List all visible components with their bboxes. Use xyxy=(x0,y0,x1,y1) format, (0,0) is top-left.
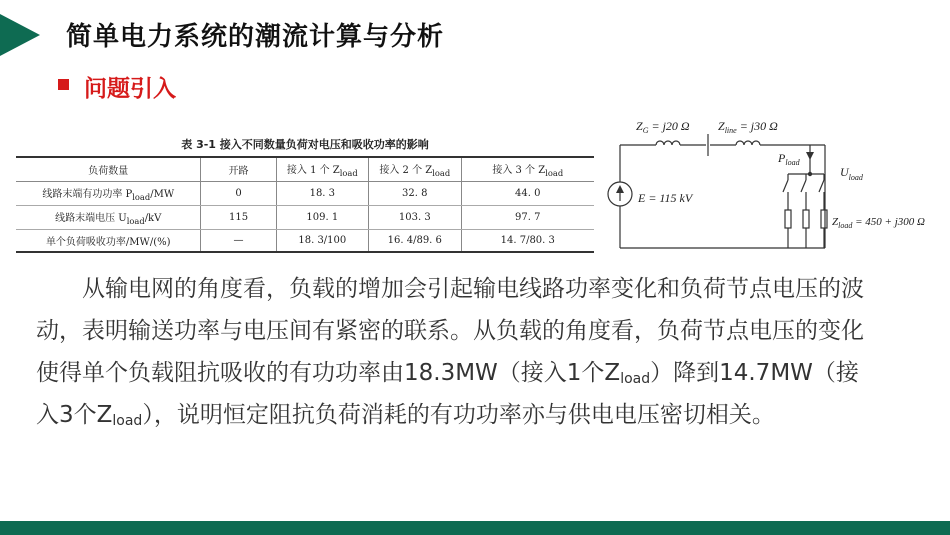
table-cell: 103. 3 xyxy=(369,206,461,230)
table-header-cell: 负荷数量 xyxy=(16,157,201,182)
row-label: 单个负荷吸收功率/MW/(%) xyxy=(16,230,201,253)
table-cell: — xyxy=(201,230,276,253)
power-flow-arrow-icon xyxy=(806,152,814,160)
table-cell: 109. 1 xyxy=(276,206,368,230)
load-impact-table xyxy=(16,156,594,253)
body-paragraph: 从输电网的角度看，负载的增加会引起输电线路功率变化和负荷节点电压的波动，表明输送功率与电压间有紧密的联系。从负载的角度看，负荷节点电压的变化使得单个负载阻抗吸收的有功功率由18.3MW（接入1个$Z_{load}$）降到14.7MW（接入3个$Z_{load}$），说明恒定阻抗负荷消耗的有功功率亦与供电电压密切相关。 xyxy=(36,276,864,429)
table-cell: 18. 3/100 xyxy=(276,230,368,253)
zline-label: $Z_{line} = j30$ Ω xyxy=(718,119,778,135)
table-cell: 18. 3 xyxy=(276,182,368,206)
row-label: 线路末端电压 $U_{load}/kV$ xyxy=(16,206,201,230)
circuit-diagram xyxy=(600,112,940,258)
page-title: 简单电力系统的潮流计算与分析 xyxy=(66,22,445,52)
table-cell: 14. 7/80. 3 xyxy=(461,230,594,253)
section-heading: 问题引入 xyxy=(84,76,176,102)
section-bullet-icon xyxy=(58,79,69,90)
table-header-cell: 开路 xyxy=(201,157,276,182)
table-cell: 44. 0 xyxy=(461,182,594,206)
table-cell: 0 xyxy=(201,182,276,206)
table-header-cell: 接入 2 个 $Z_{load}$ xyxy=(369,157,461,182)
table-row xyxy=(16,206,594,230)
footer-bar xyxy=(0,521,950,535)
table-row xyxy=(16,230,594,253)
table-caption: 表 3-1 接入不同数量负荷对电压和吸收功率的影响 xyxy=(181,138,429,151)
u-load-label: $U_{load}$ xyxy=(840,165,863,182)
table-cell: 97. 7 xyxy=(461,206,594,230)
title-arrow-decoration xyxy=(0,14,40,56)
table-header-row xyxy=(16,157,594,182)
table-header-cell: 接入 3 个 $Z_{load}$ xyxy=(461,157,594,182)
table-row xyxy=(16,182,594,206)
source-arrow-icon xyxy=(616,185,624,193)
table-cell: 32. 8 xyxy=(369,182,461,206)
load-impact-table-block xyxy=(16,136,594,253)
zg-label: $Z_G = j20$ Ω xyxy=(636,119,690,135)
table-cell: 115 xyxy=(201,206,276,230)
table-cell: 16. 4/89. 6 xyxy=(369,230,461,253)
row-label: 线路末端有功功率 $P_{load}/MW$ xyxy=(16,182,201,206)
table-header-cell: 接入 1 个 $Z_{load}$ xyxy=(276,157,368,182)
zload-label: $Z_{load} = 450 + j300$ Ω xyxy=(832,216,925,230)
p-load-label: $P_{load}$ xyxy=(778,151,800,167)
source-voltage-label: E = 115 kV xyxy=(638,191,693,205)
